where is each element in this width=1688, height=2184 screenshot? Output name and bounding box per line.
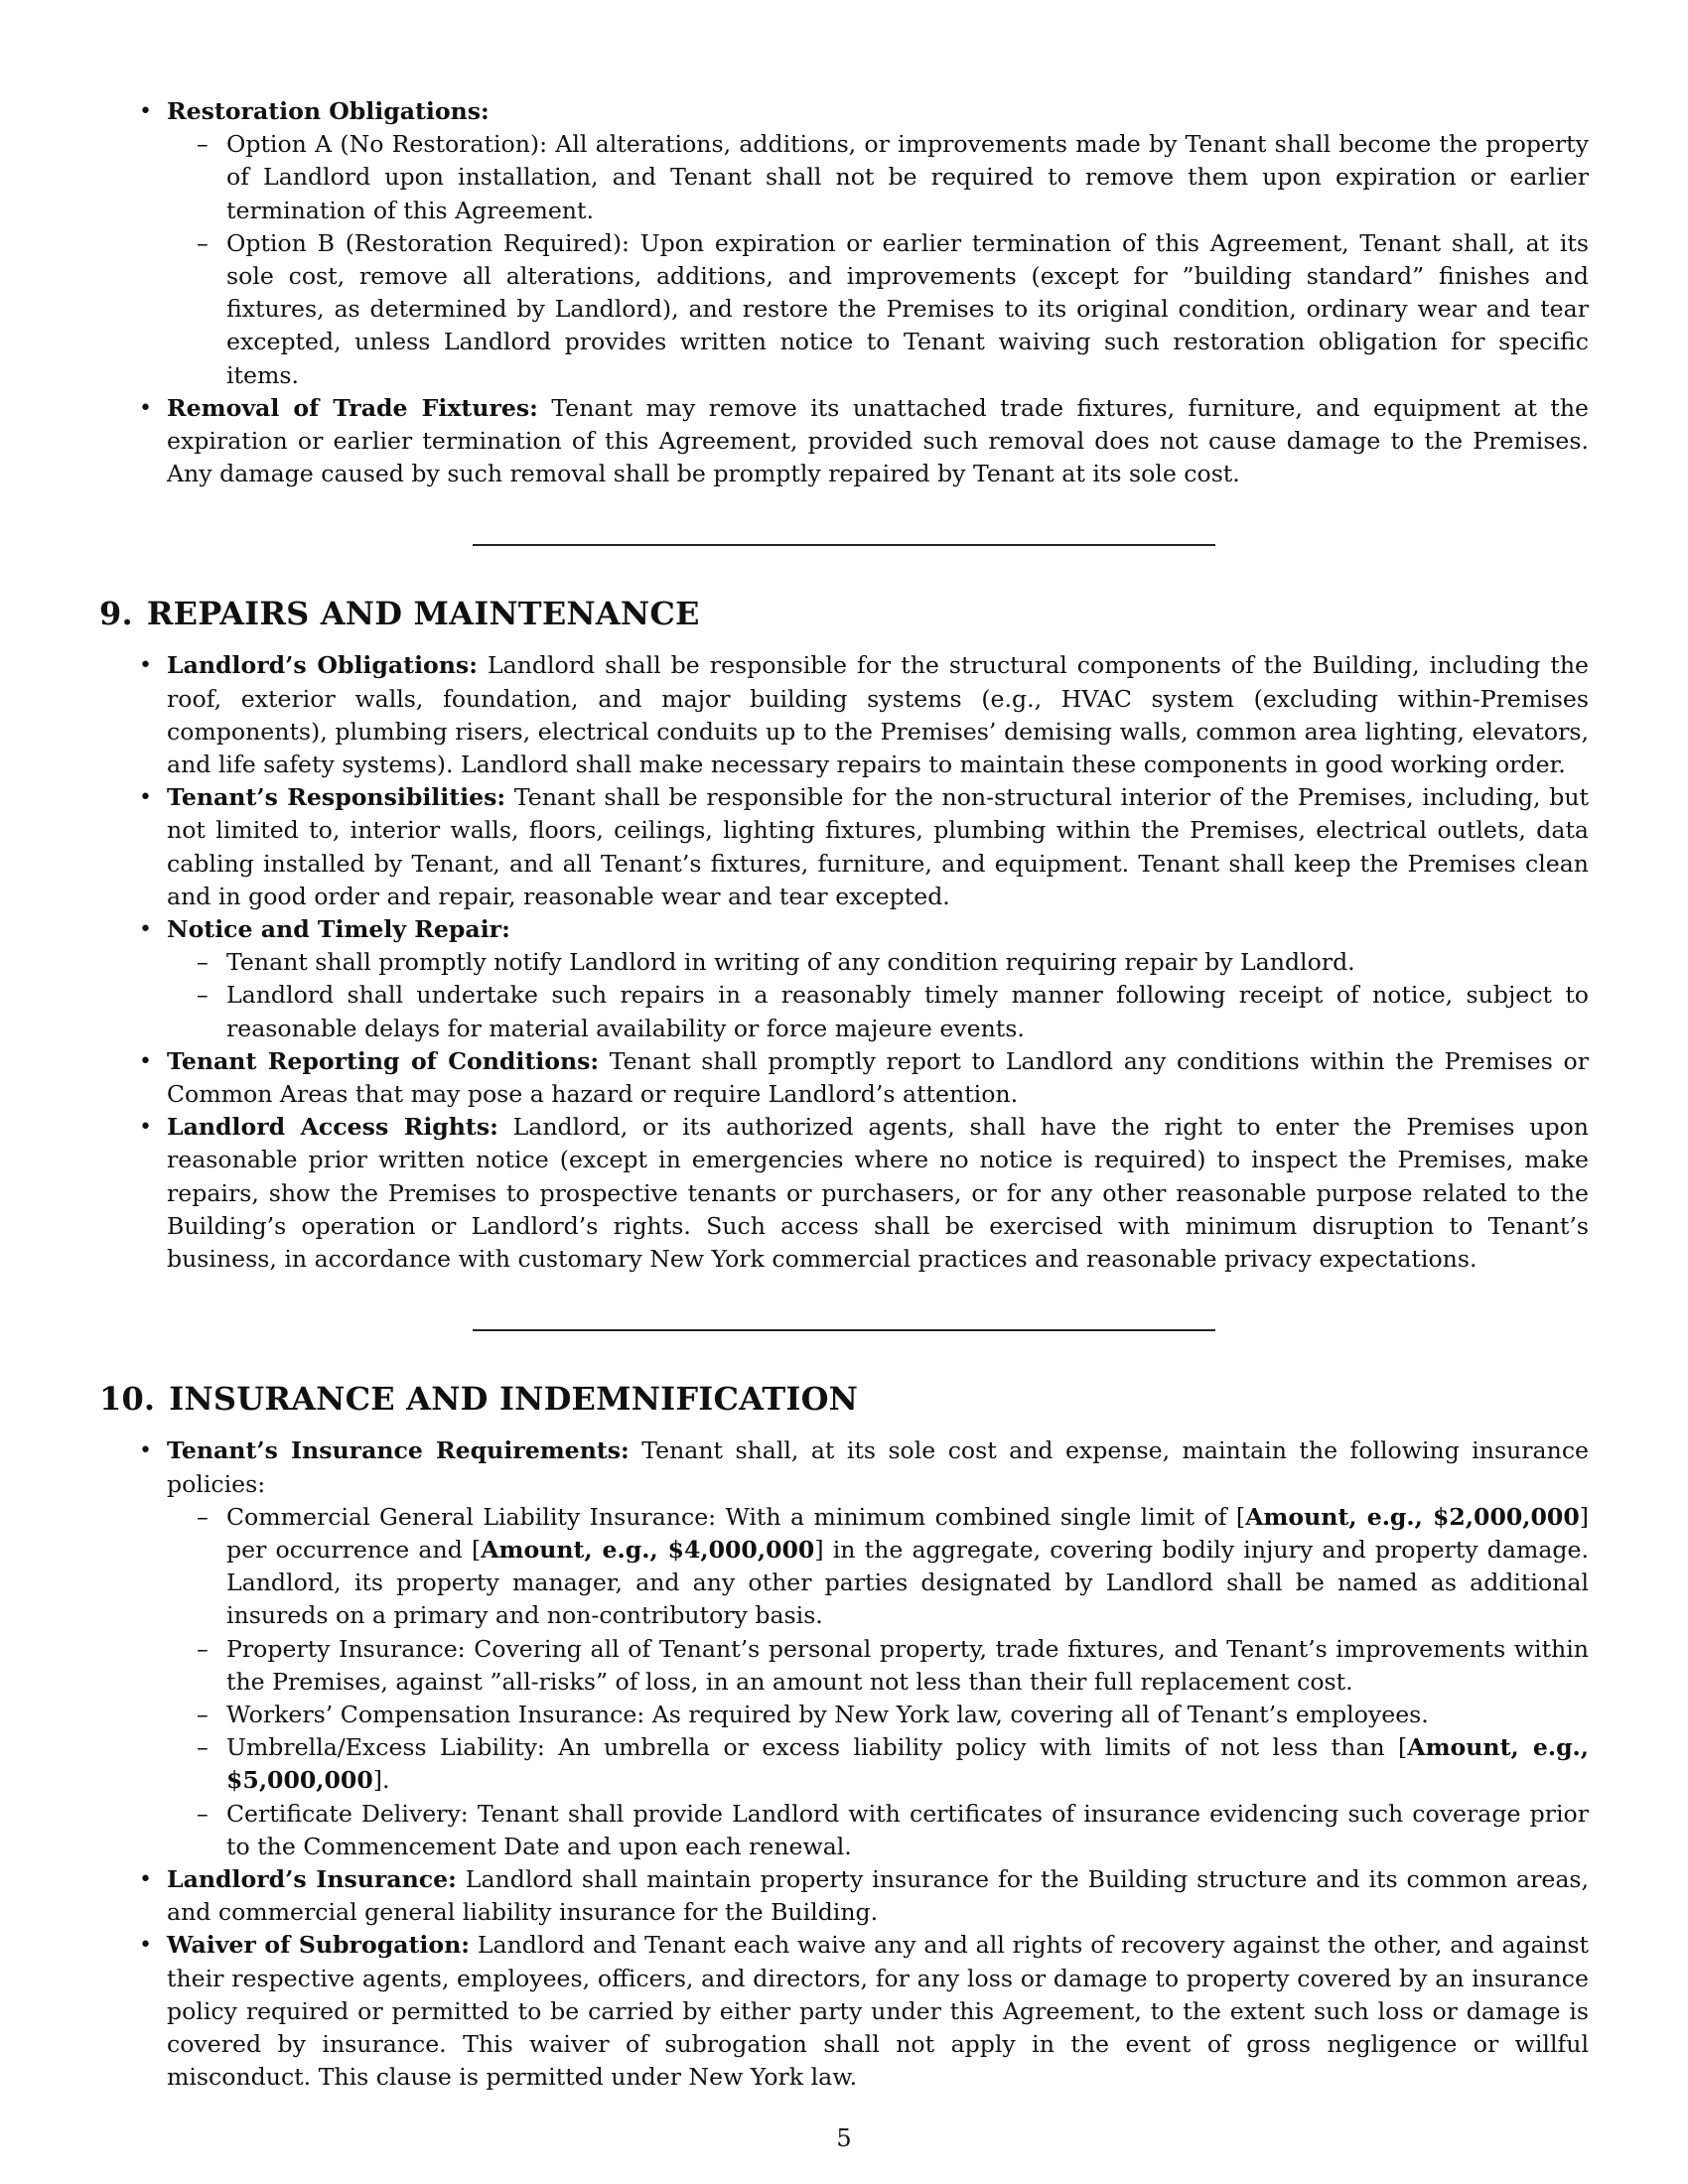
- tenant-responsibilities-item: [167, 781, 1589, 913]
- landlord-access-label: Landlord Access Rights:: [167, 1113, 498, 1142]
- tenant-reporting-label: Tenant Reporting of Conditions:: [167, 1046, 600, 1075]
- notice-repair-point: – Tenant shall promptly notify Landlord in writing of any condition requiring repair by Landlord.: [226, 946, 1589, 979]
- section-divider: [473, 1329, 1215, 1331]
- trade-fixtures-label: Removal of Trade Fixtures:: [167, 393, 538, 422]
- notice-repair-point: – Landlord shall undertake such repairs in a reasonably timely manner following receipt of notice, subject to reasonable delays for material availability or force majeure events.: [226, 979, 1589, 1044]
- waiver-subrogation-label: Waiver of Subrogation:: [167, 1931, 470, 1960]
- section-9-title: REPAIRS AND MAINTENANCE: [146, 595, 700, 633]
- notice-repair-list: [167, 946, 1589, 1045]
- section-10-heading: [99, 1379, 1589, 1419]
- waiver-subrogation-text: Landlord and Tenant each waive any and all rights of recovery against the other, and against their respective agents, employees, officers, and directors, for any loss or damage to property covered by an insurance policy required or permitted to be carried by either party under this Agreement, to the extent such loss or damage is covered by insurance. This waiver of subrogation shall not apply in the event of gross negligence or willful misconduct. This clause is permitted under New York law.: [167, 1931, 1590, 2092]
- landlord-insurance-text: Landlord shall maintain property insurance for the Building structure and its common areas, and commercial general liability insurance for the Building.: [167, 1864, 1590, 1927]
- restoration-obligations-label: Restoration Obligations:: [167, 97, 490, 125]
- cgl-text-2: ] per occurrence and [: [226, 1502, 1589, 1564]
- tenant-responsibilities-text: Tenant shall be responsible for the non-structural interior of the Premises, including, but not limited to, interior walls, floors, ceilings, lighting fixtures, plumbing within the Premises, electrical outlets, data cabling installed by Tenant, and all Tenant’s fixtures, furniture, and equipment. Tenant shall keep the Premises clean and in good order and repair, reasonable wear and tear excepted.: [167, 783, 1590, 910]
- cgl-text-1: Commercial General Liability Insurance: With a minimum combined single limit of [: [226, 1502, 1246, 1531]
- cgl-amount-occurrence: Amount, e.g., $2,000,000: [1245, 1502, 1580, 1531]
- certificate-delivery-item: – Certificate Delivery: Tenant shall provide Landlord with certificates of insurance evidencing such coverage prior to the Commencement Date and upon each renewal.: [226, 1798, 1589, 1863]
- cgl-amount-aggregate: Amount, e.g., $4,000,000: [481, 1535, 815, 1564]
- landlord-access-item: [167, 1111, 1589, 1276]
- landlord-obligations-text: Landlord shall be responsible for the structural components of the Building, including the roof, exterior walls, foundation, and major building systems (e.g., HVAC system (excluding within-Premises components), plumbing risers, electrical conduits up to the Premises’ demising walls, common area lighting, elevators, and life safety systems). Landlord shall make necessary repairs to maintain these components in good working order.: [167, 651, 1589, 779]
- section-10-list: [99, 1434, 1589, 2094]
- landlord-obligations-item: [167, 649, 1589, 781]
- section-10-title: INSURANCE AND INDEMNIFICATION: [169, 1380, 859, 1419]
- tenant-insurance-text: Tenant shall, at its sole cost and expense, maintain the following insurance policies:: [167, 1436, 1589, 1498]
- trade-fixtures-text: Tenant may remove its unattached trade fixtures, furniture, and equipment at the expiration or earlier termination of this Agreement, provided such removal does not cause damage to the Premises. Any damage caused by such removal shall be promptly repaired by Tenant at its sole cost.: [167, 393, 1590, 488]
- tenant-insurance-label: Tenant’s Insurance Requirements:: [167, 1436, 630, 1465]
- umbrella-text-2: ].: [372, 1766, 390, 1795]
- cgl-insurance-item: [226, 1501, 1589, 1633]
- section-9-list: [99, 649, 1589, 1276]
- page-number: 5: [836, 2124, 852, 2152]
- tenant-responsibilities-label: Tenant’s Responsibilities:: [167, 783, 506, 812]
- cgl-text-3: ] in the aggregate, covering bodily injury and property damage. Landlord, its property manager, and any other parties designated by Landlord shall be named as additional insureds on a primary and non-contributory basis.: [226, 1535, 1589, 1630]
- waiver-subrogation-item: [167, 1929, 1589, 2094]
- restoration-option-b: – Option B (Restoration Required): Upon expiration or earlier termination of this Agreement, Tenant shall, at its sole cost, remove all alterations, additions, and improvements (except for ”building standard” finishes and fixtures, as determined by Landlord), and restore the Premises to its original condition, ordinary wear and tear excepted, unless Landlord provides written notice to Tenant waiving such restoration obligation for specific items.: [226, 227, 1589, 392]
- landlord-access-text: Landlord, or its authorized agents, shall have the right to enter the Premises upon reasonable prior written notice (except in emergencies where no notice is required) to inspect the Premises, make repairs, show the Premises to prospective tenants or purchasers, or for any other reasonable purpose related to the Building’s operation or Landlord’s rights. Such access shall be exercised with minimum disruption to Tenant’s business, in accordance with customary New York commercial practices and reasonable privacy expectations.: [167, 1113, 1589, 1274]
- umbrella-text-1: Umbrella/Excess Liability: An umbrella or excess liability policy with limits of not less than [: [226, 1733, 1408, 1762]
- tenant-reporting-text: Tenant shall promptly report to Landlord any conditions within the Premises or Common Areas that may pose a hazard or require Landlord’s attention.: [167, 1046, 1589, 1109]
- section-9-number: 9.: [99, 595, 133, 633]
- notice-repair-item: [167, 913, 1589, 1045]
- property-insurance-item: – Property Insurance: Covering all of Tenant’s personal property, trade fixtures, and Tenant’s improvements within the Premises, against ”all-risks” of loss, in an amount not less than their full replacement cost.: [226, 1633, 1589, 1699]
- insurance-policies-list: [167, 1501, 1589, 1863]
- restoration-obligations-item: [167, 95, 1589, 392]
- landlord-insurance-item: [167, 1863, 1589, 1929]
- umbrella-liability-item: [226, 1731, 1589, 1797]
- section-10-number: 10.: [99, 1380, 156, 1419]
- section-8-list: [99, 95, 1589, 490]
- tenant-insurance-item: [167, 1434, 1589, 1863]
- workers-comp-item: – Workers’ Compensation Insurance: As required by New York law, covering all of Tenant’s employees.: [226, 1699, 1589, 1731]
- restoration-options-list: [167, 128, 1589, 392]
- restoration-option-a: – Option A (No Restoration): All alterations, additions, or improvements made by Tenant shall become the property of Landlord upon installation, and Tenant shall not be required to remove them upon expiration or earlier termination of this Agreement.: [226, 128, 1589, 227]
- landlord-insurance-label: Landlord’s Insurance:: [167, 1864, 457, 1893]
- document-page: [99, 95, 1589, 2094]
- umbrella-amount: Amount, e.g., $5,000,000: [226, 1733, 1589, 1795]
- section-divider: [473, 544, 1215, 546]
- trade-fixtures-item: [167, 392, 1589, 491]
- notice-repair-label: Notice and Timely Repair:: [167, 915, 510, 944]
- section-9-heading: [99, 594, 1589, 633]
- landlord-obligations-label: Landlord’s Obligations:: [167, 651, 478, 680]
- tenant-reporting-item: [167, 1045, 1589, 1111]
